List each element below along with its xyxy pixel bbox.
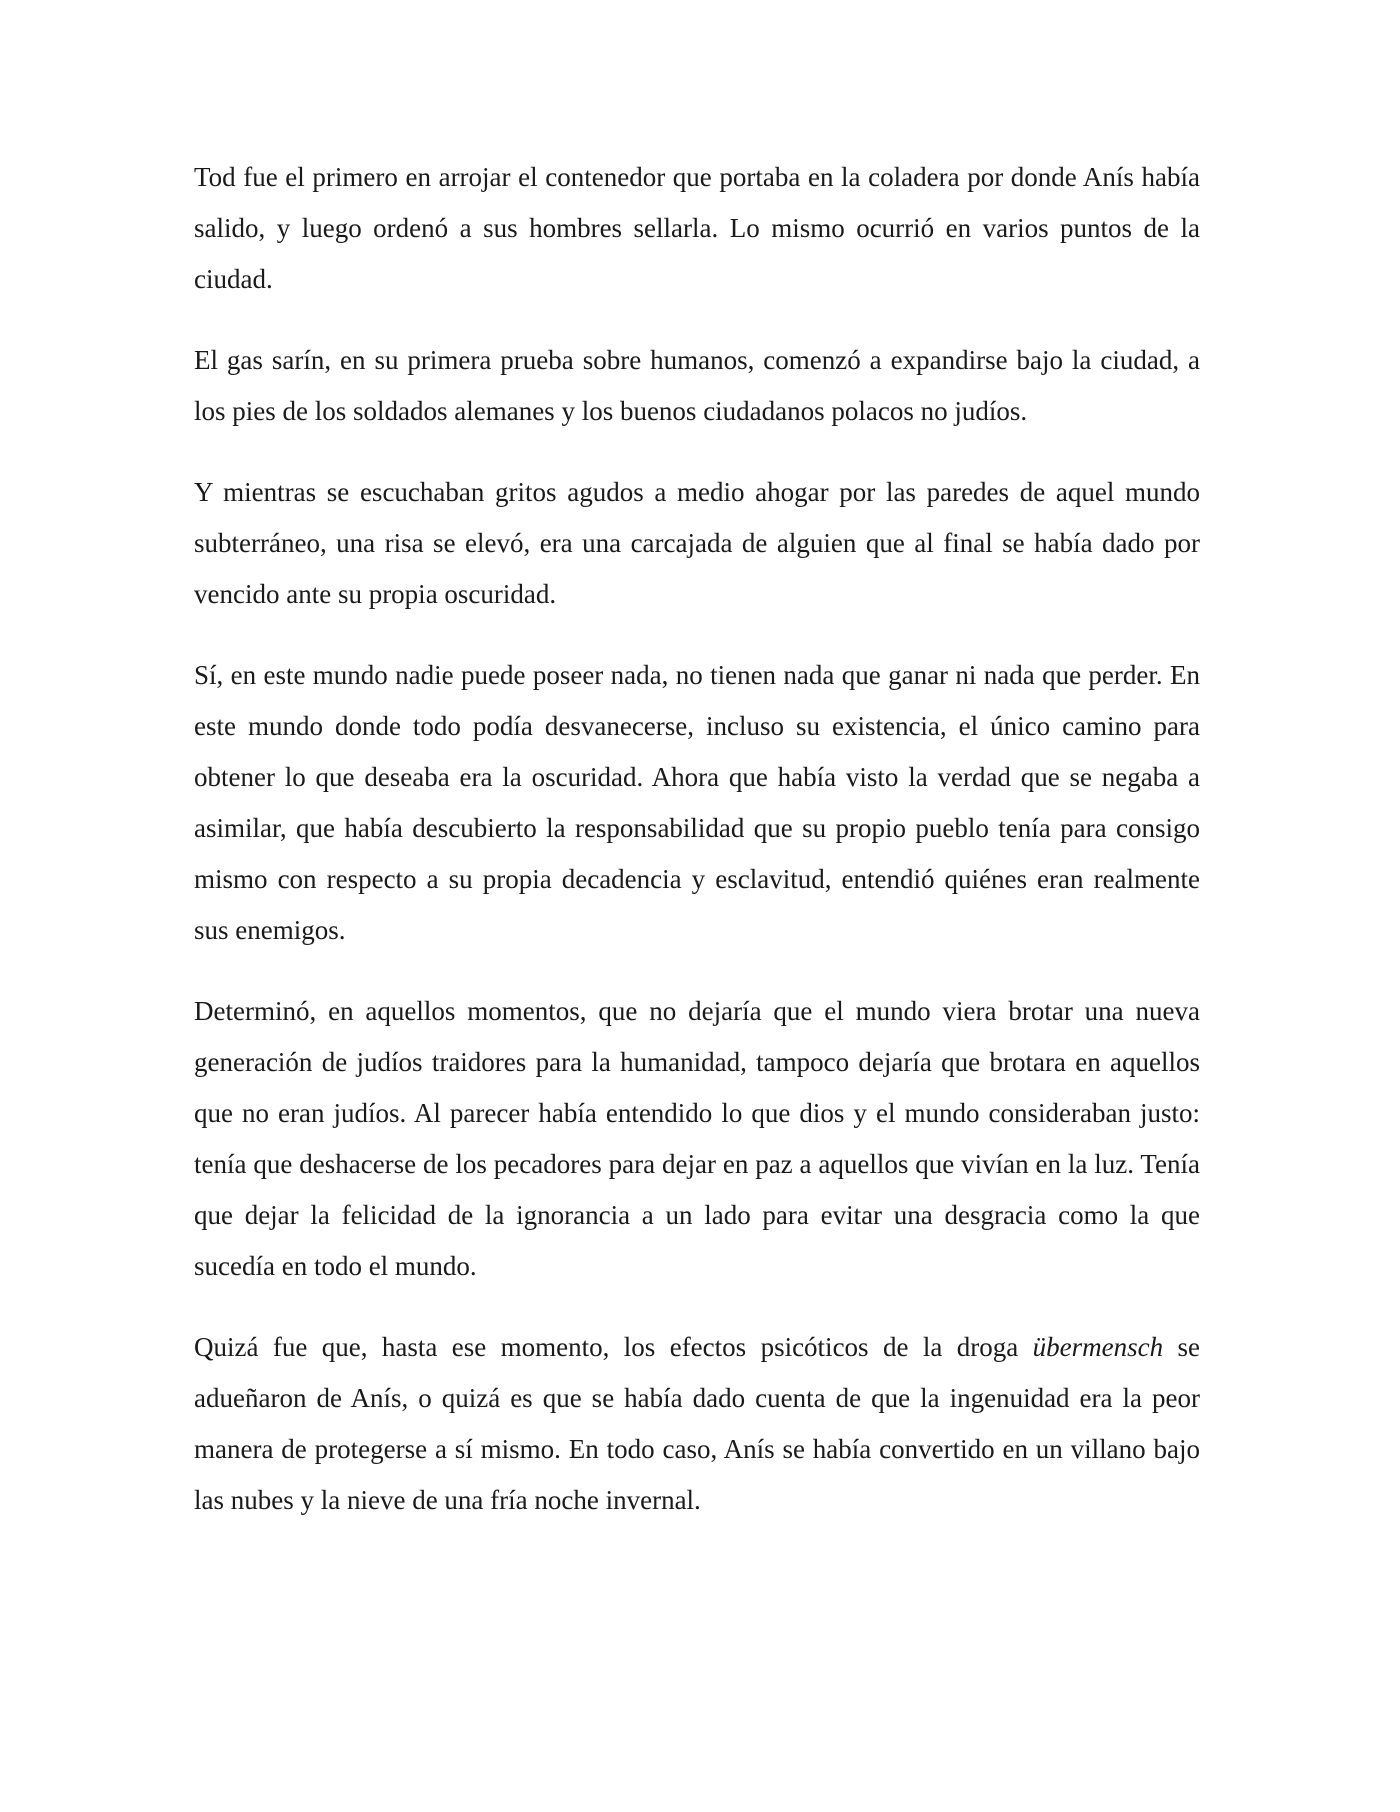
body-text	[194, 152, 1200, 1526]
paragraph-6-before: Quizá fue que, hasta ese momento, los efectos psicóticos de la droga	[194, 1332, 1033, 1362]
paragraph-6-after: se adueñaron de Anís, o quizá es que se había dado cuenta de que la ingenuidad era la peor manera de protegerse a sí mismo. En todo caso, Anís se había convertido en un villano bajo las nubes y la nieve de una fría noche invernal.	[194, 1332, 1200, 1515]
paragraph-3: Y mientras se escuchaban gritos agudos a medio ahogar por las paredes de aquel mundo subterráneo, una risa se elevó, era una carcajada de alguien que al final se había dado por vencido ante su propia oscuridad.	[194, 477, 1200, 609]
paragraph-2: El gas sarín, en su primera prueba sobre humanos, comenzó a expandirse bajo la ciudad, a los pies de los soldados alemanes y los buenos ciudadanos polacos no judíos.	[194, 345, 1200, 426]
paragraph-6-italic-term: übermensch	[1032, 1332, 1164, 1362]
paragraph-1: Tod fue el primero en arrojar el contenedor que portaba en la coladera por donde Anís había salido, y luego ordenó a sus hombres sellarla. Lo mismo ocurrió en varios puntos de la ciudad.	[194, 162, 1200, 294]
paragraph-4: Sí, en este mundo nadie puede poseer nada, no tienen nada que ganar ni nada que perder. En este mundo donde todo podía desvanecerse, incluso su existencia, el único camino para obtener lo que deseaba era la oscuridad. Ahora que había visto la verdad que se negaba a asimilar, que había descubierto la responsabilidad que su propio pueblo tenía para consigo mismo con respecto a su propia decadencia y esclavitud, entendió quiénes eran realmente sus enemigos.	[194, 660, 1200, 945]
paragraph-5: Determinó, en aquellos momentos, que no dejaría que el mundo viera brotar una nueva generación de judíos traidores para la humanidad, tampoco dejaría que brotara en aquellos que no eran judíos. Al parecer había entendido lo que dios y el mundo consideraban justo: tenía que deshacerse de los pecadores para dejar en paz a aquellos que vivían en la luz. Tenía que dejar la felicidad de la ignorancia a un lado para evitar una desgracia como la que sucedía en todo el mundo.	[194, 996, 1200, 1281]
paragraph-6	[194, 1322, 1200, 1526]
